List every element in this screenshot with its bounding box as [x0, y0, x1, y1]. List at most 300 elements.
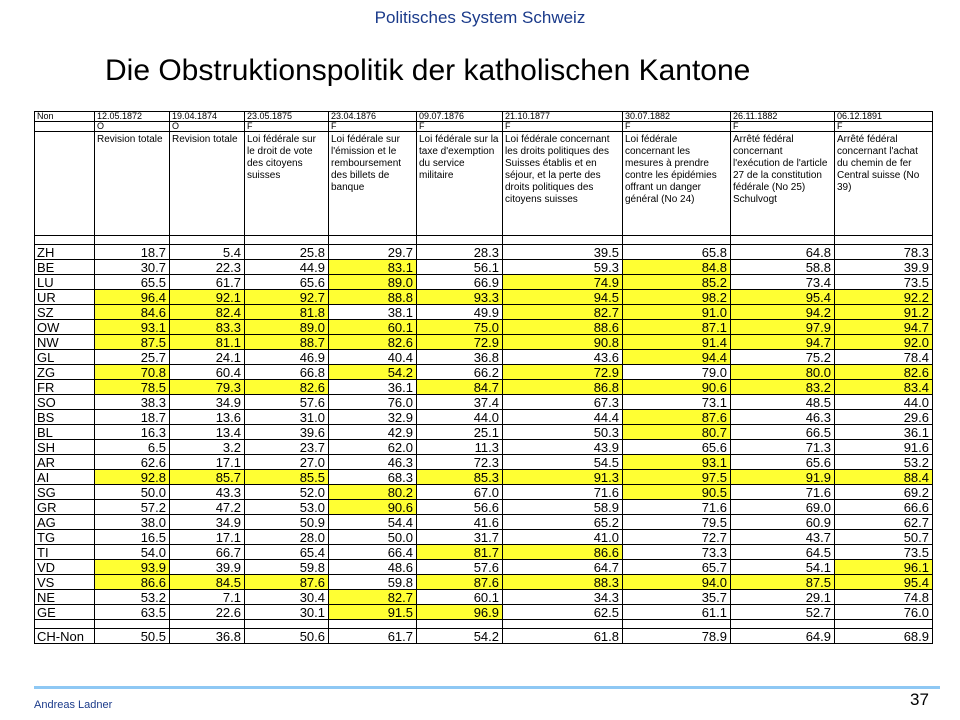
value-cell: 82.6: [835, 365, 933, 380]
total-value-cell: 50.6: [245, 629, 329, 644]
spacer-cell: [35, 620, 95, 629]
value-cell: 81.7: [417, 545, 503, 560]
column-type: O: [170, 122, 245, 132]
value-cell: 73.1: [623, 395, 731, 410]
table-row: [35, 515, 933, 530]
spacer-cell: [503, 236, 623, 245]
column-date: 09.07.1876: [417, 112, 503, 122]
value-cell: 28.0: [245, 530, 329, 545]
value-cell: 46.9: [245, 350, 329, 365]
value-cell: 73.4: [731, 275, 835, 290]
value-cell: 92.1: [170, 290, 245, 305]
value-cell: 96.9: [417, 605, 503, 620]
value-cell: 38.3: [95, 395, 170, 410]
value-cell: 75.2: [731, 350, 835, 365]
value-cell: 88.7: [245, 335, 329, 350]
value-cell: 71.6: [623, 500, 731, 515]
value-cell: 57.2: [95, 500, 170, 515]
value-cell: 80.0: [731, 365, 835, 380]
value-cell: 66.2: [417, 365, 503, 380]
value-cell: 87.5: [731, 575, 835, 590]
value-cell: 52.7: [731, 605, 835, 620]
value-cell: 53.2: [95, 590, 170, 605]
table-row: [35, 410, 933, 425]
value-cell: 48.5: [731, 395, 835, 410]
value-cell: 86.6: [503, 545, 623, 560]
value-cell: 61.7: [170, 275, 245, 290]
value-cell: 91.5: [329, 605, 417, 620]
value-cell: 34.9: [170, 395, 245, 410]
value-cell: 76.0: [329, 395, 417, 410]
table-row: [35, 530, 933, 545]
value-cell: 70.8: [95, 365, 170, 380]
value-cell: 78.4: [835, 350, 933, 365]
value-cell: 47.2: [170, 500, 245, 515]
column-date: 26.11.1882: [731, 112, 835, 122]
value-cell: 38.0: [95, 515, 170, 530]
value-cell: 71.3: [731, 440, 835, 455]
value-cell: 59.8: [329, 575, 417, 590]
value-cell: 89.0: [329, 275, 417, 290]
column-date: 12.05.1872: [95, 112, 170, 122]
value-cell: 31.0: [245, 410, 329, 425]
column-description: Loi fédérale concernant les mesures à prendre contre les épidémies offrant un danger général (No 24): [623, 132, 731, 236]
value-cell: 7.1: [170, 590, 245, 605]
value-cell: 28.3: [417, 245, 503, 260]
value-cell: 54.2: [329, 365, 417, 380]
value-cell: 66.9: [417, 275, 503, 290]
canton-cell: TG: [35, 530, 95, 545]
value-cell: 93.9: [95, 560, 170, 575]
value-cell: 59.3: [503, 260, 623, 275]
spacer-cell: [623, 620, 731, 629]
value-cell: 92.7: [245, 290, 329, 305]
value-cell: 64.5: [731, 545, 835, 560]
value-cell: 91.0: [623, 305, 731, 320]
value-cell: 65.4: [245, 545, 329, 560]
value-cell: 64.8: [731, 245, 835, 260]
value-cell: 92.2: [835, 290, 933, 305]
value-cell: 79.0: [623, 365, 731, 380]
total-value-cell: 36.8: [170, 629, 245, 644]
spacer-cell: [417, 620, 503, 629]
value-cell: 73.5: [835, 545, 933, 560]
value-cell: 65.8: [623, 245, 731, 260]
value-cell: 80.7: [623, 425, 731, 440]
canton-cell: BE: [35, 260, 95, 275]
value-cell: 92.8: [95, 470, 170, 485]
table-row: [35, 260, 933, 275]
value-cell: 60.4: [170, 365, 245, 380]
column-type: F: [417, 122, 503, 132]
value-cell: 83.2: [731, 380, 835, 395]
value-cell: 65.5: [95, 275, 170, 290]
header-description-row: [35, 132, 933, 236]
value-cell: 93.1: [95, 320, 170, 335]
spacer-cell: [329, 236, 417, 245]
value-cell: 76.0: [835, 605, 933, 620]
column-type: F: [245, 122, 329, 132]
value-cell: 39.5: [503, 245, 623, 260]
value-cell: 60.9: [731, 515, 835, 530]
table-row: [35, 545, 933, 560]
column-type: O: [95, 122, 170, 132]
value-cell: 85.2: [623, 275, 731, 290]
table-row: [35, 440, 933, 455]
spacer-row: [35, 236, 933, 245]
value-cell: 62.7: [835, 515, 933, 530]
table-row: [35, 305, 933, 320]
value-cell: 93.1: [623, 455, 731, 470]
value-cell: 79.3: [170, 380, 245, 395]
value-cell: 72.3: [417, 455, 503, 470]
value-cell: 39.6: [245, 425, 329, 440]
value-cell: 74.8: [835, 590, 933, 605]
value-cell: 95.4: [731, 290, 835, 305]
value-cell: 97.5: [623, 470, 731, 485]
value-cell: 91.9: [731, 470, 835, 485]
value-cell: 94.5: [503, 290, 623, 305]
value-cell: 43.7: [731, 530, 835, 545]
slide-title: Die Obstruktionspolitik der katholischen Kantone: [105, 54, 751, 87]
value-cell: 57.6: [245, 395, 329, 410]
value-cell: 54.1: [731, 560, 835, 575]
table-row: [35, 470, 933, 485]
value-cell: 36.8: [417, 350, 503, 365]
value-cell: 17.1: [170, 455, 245, 470]
value-cell: 18.7: [95, 410, 170, 425]
vote-results-table: [34, 111, 933, 644]
value-cell: 62.0: [329, 440, 417, 455]
value-cell: 94.0: [623, 575, 731, 590]
value-cell: 94.7: [731, 335, 835, 350]
spacer-cell: [503, 620, 623, 629]
value-cell: 60.1: [417, 590, 503, 605]
value-cell: 59.8: [245, 560, 329, 575]
value-cell: 36.1: [835, 425, 933, 440]
column-date: 30.07.1882: [623, 112, 731, 122]
spacer-cell: [245, 620, 329, 629]
canton-cell: BS: [35, 410, 95, 425]
canton-cell: GL: [35, 350, 95, 365]
value-cell: 11.3: [417, 440, 503, 455]
spacer-cell: [835, 620, 933, 629]
value-cell: 25.7: [95, 350, 170, 365]
canton-cell: AR: [35, 455, 95, 470]
column-date: 21.10.1877: [503, 112, 623, 122]
value-cell: 25.1: [417, 425, 503, 440]
value-cell: 64.7: [503, 560, 623, 575]
header-type-row: [35, 122, 933, 132]
value-cell: 17.1: [170, 530, 245, 545]
spacer-cell: [35, 236, 95, 245]
value-cell: 88.3: [503, 575, 623, 590]
value-cell: 23.7: [245, 440, 329, 455]
column-type: F: [623, 122, 731, 132]
value-cell: 84.7: [417, 380, 503, 395]
value-cell: 18.7: [95, 245, 170, 260]
value-cell: 5.4: [170, 245, 245, 260]
table-row: [35, 275, 933, 290]
value-cell: 78.3: [835, 245, 933, 260]
column-type: F: [731, 122, 835, 132]
column-date: 19.04.1874: [170, 112, 245, 122]
value-cell: 66.5: [731, 425, 835, 440]
value-cell: 73.5: [835, 275, 933, 290]
value-cell: 66.4: [329, 545, 417, 560]
value-cell: 90.8: [503, 335, 623, 350]
value-cell: 50.3: [503, 425, 623, 440]
value-cell: 67.0: [417, 485, 503, 500]
value-cell: 86.6: [95, 575, 170, 590]
value-cell: 72.9: [417, 335, 503, 350]
value-cell: 46.3: [731, 410, 835, 425]
table-row: [35, 575, 933, 590]
value-cell: 62.6: [95, 455, 170, 470]
table-row: [35, 245, 933, 260]
value-cell: 29.6: [835, 410, 933, 425]
value-cell: 61.1: [623, 605, 731, 620]
value-cell: 32.9: [329, 410, 417, 425]
total-value-cell: 54.2: [417, 629, 503, 644]
value-cell: 90.6: [329, 500, 417, 515]
total-value-cell: 50.5: [95, 629, 170, 644]
canton-cell: GE: [35, 605, 95, 620]
header-date-row: [35, 112, 933, 122]
value-cell: 85.3: [417, 470, 503, 485]
column-date: 23.05.1875: [245, 112, 329, 122]
value-cell: 43.3: [170, 485, 245, 500]
value-cell: 56.6: [417, 500, 503, 515]
value-cell: 56.1: [417, 260, 503, 275]
value-cell: 79.5: [623, 515, 731, 530]
value-cell: 58.8: [731, 260, 835, 275]
spacer-cell: [329, 620, 417, 629]
canton-cell: AG: [35, 515, 95, 530]
canton-cell: TI: [35, 545, 95, 560]
value-cell: 22.3: [170, 260, 245, 275]
value-cell: 80.2: [329, 485, 417, 500]
table-row: [35, 395, 933, 410]
value-cell: 54.5: [503, 455, 623, 470]
value-cell: 90.6: [623, 380, 731, 395]
value-cell: 69.0: [731, 500, 835, 515]
value-cell: 50.0: [329, 530, 417, 545]
table-row: [35, 350, 933, 365]
canton-cell: NW: [35, 335, 95, 350]
value-cell: 72.9: [503, 365, 623, 380]
value-cell: 30.1: [245, 605, 329, 620]
canton-cell: VS: [35, 575, 95, 590]
canton-cell: NE: [35, 590, 95, 605]
total-value-cell: 61.7: [329, 629, 417, 644]
value-cell: 44.4: [503, 410, 623, 425]
value-cell: 94.7: [835, 320, 933, 335]
spacer-cell: [95, 236, 170, 245]
total-value-cell: 64.9: [731, 629, 835, 644]
spacer-cell: [170, 236, 245, 245]
value-cell: 94.4: [623, 350, 731, 365]
value-cell: 38.1: [329, 305, 417, 320]
value-cell: 13.6: [170, 410, 245, 425]
table-row: [35, 320, 933, 335]
page-number: 37: [910, 690, 929, 709]
canton-cell: SH: [35, 440, 95, 455]
table-row: [35, 335, 933, 350]
value-cell: 58.9: [503, 500, 623, 515]
table-row: [35, 365, 933, 380]
value-cell: 65.7: [623, 560, 731, 575]
canton-cell: FR: [35, 380, 95, 395]
value-cell: 53.0: [245, 500, 329, 515]
canton-cell: SG: [35, 485, 95, 500]
value-cell: 60.1: [329, 320, 417, 335]
value-cell: 65.2: [503, 515, 623, 530]
value-cell: 66.8: [245, 365, 329, 380]
value-cell: 39.9: [170, 560, 245, 575]
total-value-cell: 61.8: [503, 629, 623, 644]
footer-divider: [34, 686, 940, 689]
value-cell: 41.6: [417, 515, 503, 530]
value-cell: 54.4: [329, 515, 417, 530]
value-cell: 72.7: [623, 530, 731, 545]
table-row: [35, 560, 933, 575]
value-cell: 71.6: [731, 485, 835, 500]
value-cell: 91.2: [835, 305, 933, 320]
value-cell: 91.3: [503, 470, 623, 485]
value-cell: 75.0: [417, 320, 503, 335]
value-cell: 43.9: [503, 440, 623, 455]
value-cell: 90.5: [623, 485, 731, 500]
column-type: [35, 122, 95, 132]
value-cell: 43.6: [503, 350, 623, 365]
value-cell: 25.8: [245, 245, 329, 260]
value-cell: 83.3: [170, 320, 245, 335]
canton-cell: BL: [35, 425, 95, 440]
canton-cell: SZ: [35, 305, 95, 320]
value-cell: 53.2: [835, 455, 933, 470]
value-cell: 87.6: [245, 575, 329, 590]
spacer-cell: [245, 236, 329, 245]
canton-cell: ZG: [35, 365, 95, 380]
column-description: Revision totale: [95, 132, 170, 236]
value-cell: 48.6: [329, 560, 417, 575]
column-type: F: [503, 122, 623, 132]
value-cell: 78.5: [95, 380, 170, 395]
total-value-cell: 78.9: [623, 629, 731, 644]
value-cell: 54.0: [95, 545, 170, 560]
value-cell: 34.9: [170, 515, 245, 530]
value-cell: 94.2: [731, 305, 835, 320]
value-cell: 71.6: [503, 485, 623, 500]
value-cell: 87.6: [623, 410, 731, 425]
value-cell: 87.5: [95, 335, 170, 350]
value-cell: 30.4: [245, 590, 329, 605]
value-cell: 91.4: [623, 335, 731, 350]
value-cell: 88.6: [503, 320, 623, 335]
value-cell: 93.3: [417, 290, 503, 305]
column-description: Loi fédérale sur le droit de vote des citoyens suisses: [245, 132, 329, 236]
spacer-cell: [170, 620, 245, 629]
value-cell: 66.7: [170, 545, 245, 560]
value-cell: 84.5: [170, 575, 245, 590]
value-cell: 44.0: [417, 410, 503, 425]
value-cell: 42.9: [329, 425, 417, 440]
canton-cell: VD: [35, 560, 95, 575]
value-cell: 81.8: [245, 305, 329, 320]
value-cell: 81.1: [170, 335, 245, 350]
value-cell: 50.0: [95, 485, 170, 500]
value-cell: 67.3: [503, 395, 623, 410]
value-cell: 44.9: [245, 260, 329, 275]
value-cell: 85.7: [170, 470, 245, 485]
value-cell: 35.7: [623, 590, 731, 605]
value-cell: 3.2: [170, 440, 245, 455]
value-cell: 6.5: [95, 440, 170, 455]
value-cell: 86.8: [503, 380, 623, 395]
value-cell: 30.7: [95, 260, 170, 275]
canton-cell: UR: [35, 290, 95, 305]
spacer-cell: [835, 236, 933, 245]
value-cell: 29.1: [731, 590, 835, 605]
column-description: Arrêté fédéral concernant l'exécution de l'article 27 de la constitution fédérale (No 25) Schulvogt: [731, 132, 835, 236]
table-row: [35, 425, 933, 440]
value-cell: 34.3: [503, 590, 623, 605]
column-type: F: [835, 122, 933, 132]
table-row: [35, 500, 933, 515]
total-value-cell: 68.9: [835, 629, 933, 644]
spacer-row: [35, 620, 933, 629]
column-date: Non: [35, 112, 95, 122]
value-cell: 74.9: [503, 275, 623, 290]
value-cell: 96.1: [835, 560, 933, 575]
value-cell: 22.6: [170, 605, 245, 620]
value-cell: 95.4: [835, 575, 933, 590]
value-cell: 98.2: [623, 290, 731, 305]
value-cell: 84.8: [623, 260, 731, 275]
value-cell: 89.0: [245, 320, 329, 335]
value-cell: 84.6: [95, 305, 170, 320]
value-cell: 65.6: [623, 440, 731, 455]
value-cell: 49.9: [417, 305, 503, 320]
value-cell: 87.6: [417, 575, 503, 590]
spacer-cell: [731, 236, 835, 245]
value-cell: 62.5: [503, 605, 623, 620]
value-cell: 83.1: [329, 260, 417, 275]
column-date: 23.04.1876: [329, 112, 417, 122]
canton-cell: OW: [35, 320, 95, 335]
value-cell: 46.3: [329, 455, 417, 470]
value-cell: 82.7: [329, 590, 417, 605]
spacer-cell: [731, 620, 835, 629]
value-cell: 39.9: [835, 260, 933, 275]
value-cell: 97.9: [731, 320, 835, 335]
value-cell: 65.6: [245, 275, 329, 290]
canton-cell: ZH: [35, 245, 95, 260]
value-cell: 82.4: [170, 305, 245, 320]
footer-author: Andreas Ladner: [34, 699, 113, 711]
value-cell: 66.6: [835, 500, 933, 515]
value-cell: 69.2: [835, 485, 933, 500]
value-cell: 73.3: [623, 545, 731, 560]
canton-cell: GR: [35, 500, 95, 515]
table-row: [35, 290, 933, 305]
column-description: Arrêté fédéral concernant l'achat du chemin de fer Central suisse (No 39): [835, 132, 933, 236]
spacer-cell: [623, 236, 731, 245]
value-cell: 27.0: [245, 455, 329, 470]
value-cell: 96.4: [95, 290, 170, 305]
value-cell: 24.1: [170, 350, 245, 365]
